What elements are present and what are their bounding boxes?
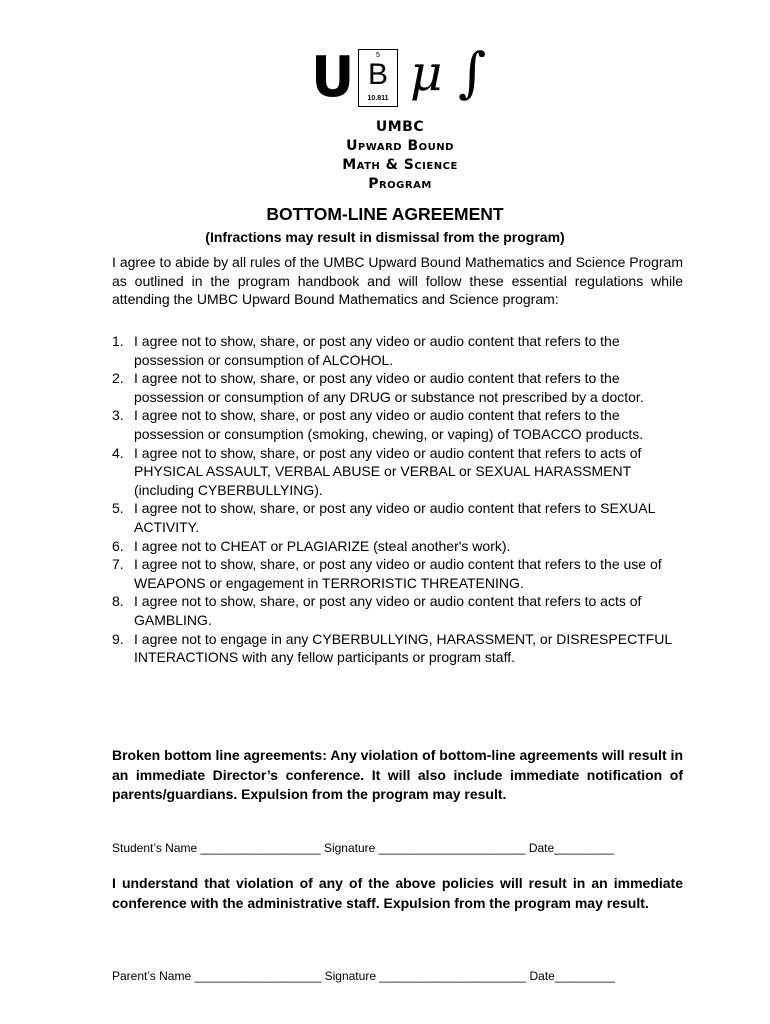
rule-item — [112, 444, 672, 500]
program-line: Math & Science — [342, 157, 458, 173]
rule-number: 2. — [112, 370, 124, 387]
program-line: UMBC — [375, 119, 425, 135]
ubms-logo — [310, 41, 500, 111]
rule-text: I agree not to show, share, or post any video or audio content that refers to acts of PHYSICAL ASSAULT, VERBAL ABUSE or VERBAL or SEXUAL HARASSMENT (including CYBERBULLYING). — [134, 444, 642, 498]
rule-number: 7. — [112, 556, 124, 573]
rule-number: 6. — [112, 537, 124, 554]
rules-list — [112, 332, 672, 667]
rule-number: 3. — [112, 407, 124, 424]
logo-element-box — [358, 49, 398, 107]
understanding-statement: I understand that violation of any of the above policies will result in an immediate conference with the administrative staff. Expulsion from the program may result. — [112, 875, 683, 911]
rule-item — [112, 332, 672, 369]
rule-item — [112, 406, 672, 443]
parent-signature-line: Parent’s Name ___________________ Signature ______________________ Date_________ — [112, 969, 615, 983]
program-line: Program — [368, 176, 432, 192]
rule-text: I agree not to show, share, or post any video or audio content that refers to the possession or consumption of any DRUG or substance not prescribed by a doctor. — [134, 370, 644, 405]
rule-number: 8. — [112, 593, 124, 610]
program-line: Upward Bound — [346, 138, 454, 154]
rule-text: I agree not to show, share, or post any video or audio content that refers to the use of WEAPONS or engagement in TERRORISTIC THREATENING. — [134, 556, 662, 591]
rule-number: 5. — [112, 500, 124, 517]
rule-text: I agree not to show, share, or post any video or audio content that refers to SEXUAL ACTIVITY. — [134, 500, 655, 535]
logo-letter-u: U — [311, 45, 355, 110]
rule-text: I agree not to show, share, or post any video or audio content that refers to acts of GAMBLING. — [134, 593, 642, 628]
intro-paragraph: I agree to abide by all rules of the UMBC Upward Bound Mathematics and Science Program as outlined in the program handbook and will follow these essential regulations while attending the UMBC Upward Bound Mathematics and Science program: — [112, 254, 683, 307]
rule-text: I agree not to engage in any CYBERBULLYING, HARASSMENT, or DISRESPECTFUL INTERACTIONS with any fellow participants or program staff. — [134, 630, 672, 666]
logo-mu-symbol: μ — [410, 44, 443, 102]
rule-number: 1. — [112, 333, 124, 349]
rule-number: 9. — [112, 630, 124, 647]
logo-element-symbol: B — [367, 58, 388, 91]
rule-item — [112, 499, 672, 536]
rule-text: I agree not to show, share, or post any video or audio content that refers to the possession or consumption (smoking, chewing, or vaping) of TOBACCO products. — [134, 407, 644, 442]
document-title: BOTTOM-LINE AGREEMENT — [266, 204, 504, 224]
rule-item — [112, 630, 672, 667]
rule-text: I agree not to show, share, or post any video or audio content that refers to the possession or consumption of ALCOHOL. — [134, 333, 620, 368]
rule-item — [112, 537, 672, 556]
broken-agreements-notice: Broken bottom line agreements: Any violation of bottom-line agreements will result in an immediate Director’s conference. It will also include immediate notification of parents/guardians. Expulsion from the program may result. — [112, 747, 683, 802]
logo-element-mass: 10.811 — [367, 95, 389, 102]
logo-element-number: 5 — [376, 52, 380, 59]
rule-item — [112, 592, 672, 629]
logo-integral-symbol: ∫ — [458, 41, 487, 104]
rule-text: I agree not to CHEAT or PLAGIARIZE (steal another's work). — [134, 537, 511, 554]
rule-item — [112, 369, 672, 406]
rule-number: 4. — [112, 444, 124, 461]
student-signature-line: Student’s Name __________________ Signature ______________________ Date_________ — [112, 841, 615, 855]
document-subtitle: (Infractions may result in dismissal from the program) — [205, 229, 565, 245]
program-name — [320, 118, 480, 194]
rule-item — [112, 555, 672, 592]
